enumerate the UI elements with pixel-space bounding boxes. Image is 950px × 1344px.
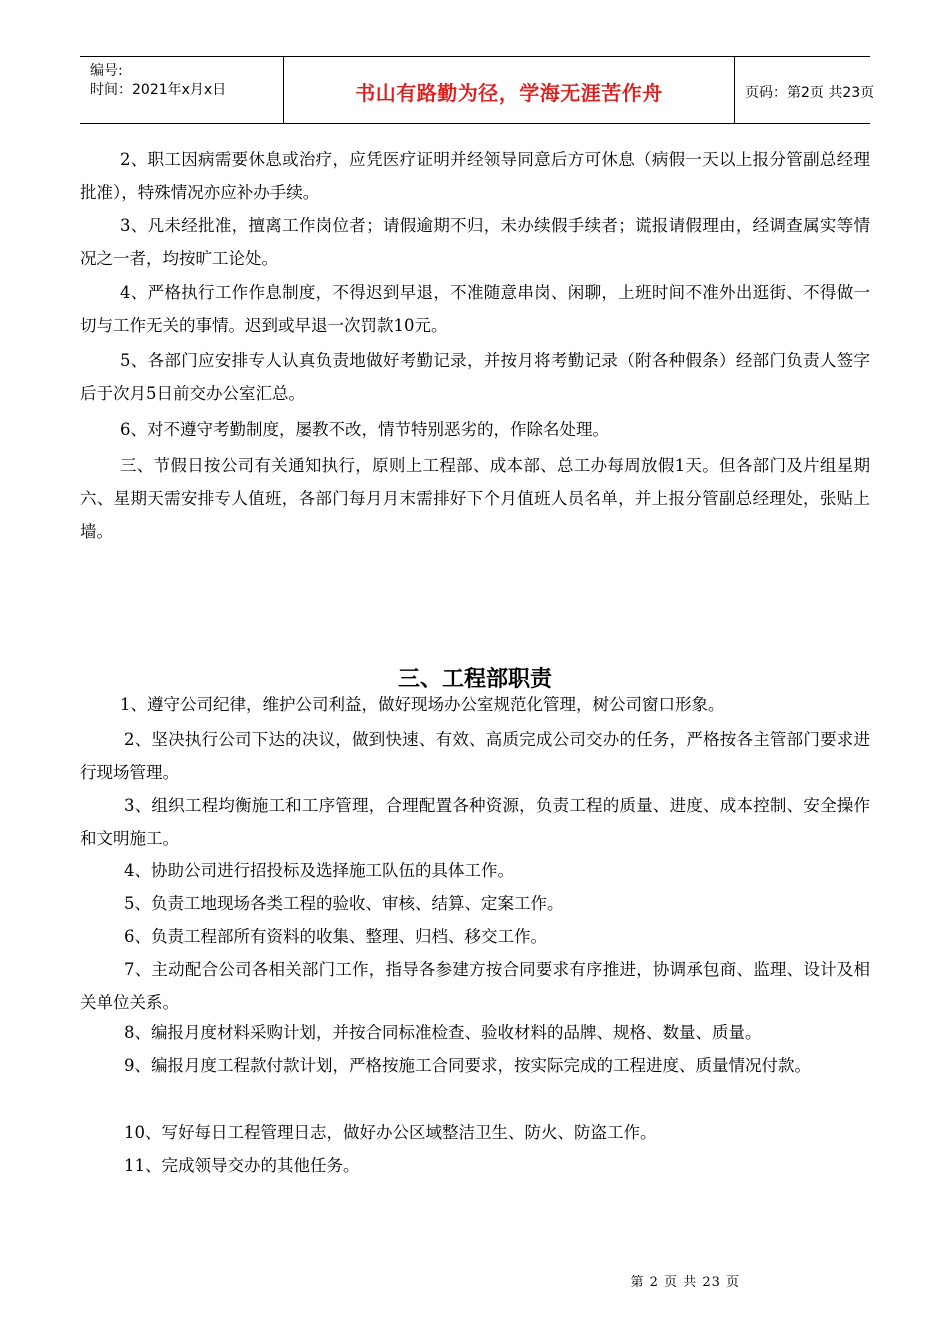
header-meta-cell (80, 57, 283, 123)
paragraph: 2、职工因病需要休息或治疗，应凭医疗证明并经领导同意后方可休息（病假一天以上报分管副总经理批准），特殊情况亦应补办手续。 (80, 150, 870, 202)
header-motto-cell (283, 57, 735, 123)
duty-item: 6、负责工程部所有资料的收集、整理、归档、移交工作。 (124, 927, 547, 946)
duty-item: 5、负责工地现场各类工程的验收、审核、结算、定案工作。 (124, 894, 564, 913)
paragraph: 3、凡未经批准，擅离工作岗位者；请假逾期不归，未办续假手续者；谎报请假理由，经调查属实等情况之一者，均按旷工论处。 (80, 216, 870, 268)
page-footer: 第 2 页 共 23 页 (630, 1275, 740, 1290)
duty-item: 9、编报月度工程款付款计划，严格按施工合同要求，按实际完成的工程进度、质量情况付款。 (124, 1056, 811, 1075)
duty-item: 11、完成领导交办的其他任务。 (124, 1156, 360, 1175)
duty-item: 3、组织工程均衡施工和工序管理，合理配置各种资源，负责工程的质量、进度、成本控制、安全操作和文明施工。 (80, 796, 870, 848)
document-code-label: 编号: (90, 63, 123, 79)
paragraph: 4、严格执行工作作息制度，不得迟到早退，不准随意串岗、闲聊，上班时间不准外出逛街、不得做一切与工作无关的事情。迟到或早退一次罚款10元。 (80, 283, 870, 335)
paragraph: 三、节假日按公司有关通知执行，原则上工程部、成本部、总工办每周放假1天。但各部门及片组星期六、星期天需安排专人值班，各部门每月月末需排好下个月值班人员名单，并上报分管副总经理处，张贴上墙。 (80, 456, 870, 541)
section-title: 三、工程部职责 (397, 667, 552, 692)
duty-item: 7、主动配合公司各相关部门工作，指导各参建方按合同要求有序推进，协调承包商、监理、设计及相关单位关系。 (80, 960, 870, 1012)
document-date: 时间：2021年x月x日 (90, 82, 227, 98)
paragraph: 6、对不遵守考勤制度，屡教不改，情节特别恶劣的，作除名处理。 (120, 420, 609, 439)
duty-item: 10、写好每日工程管理日志，做好办公区域整洁卫生、防火、防盗工作。 (124, 1123, 657, 1142)
duty-item: 8、编报月度材料采购计划，并按合同标准检查、验收材料的品牌、规格、数量、质量。 (124, 1023, 762, 1042)
paragraph: 5、各部门应安排专人认真负责地做好考勤记录，并按月将考勤记录（附各种假条）经部门负责人签字后于次月5日前交办公室汇总。 (80, 351, 870, 403)
header-page-cell (735, 57, 875, 123)
document-header (80, 56, 875, 124)
duty-item: 1、遵守公司纪律，维护公司利益，做好现场办公室规范化管理，树公司窗口形象。 (120, 695, 725, 714)
header-page-info: 页码：第2页 共23页 (745, 85, 875, 101)
duty-item: 2、坚决执行公司下达的决议，做到快速、有效、高质完成公司交办的任务，严格按各主管部门要求进行现场管理。 (80, 730, 870, 782)
duty-item: 4、协助公司进行招投标及选择施工队伍的具体工作。 (124, 861, 514, 880)
motto-text: 书山有路勤为径，学海无涯苦作舟 (355, 81, 663, 105)
